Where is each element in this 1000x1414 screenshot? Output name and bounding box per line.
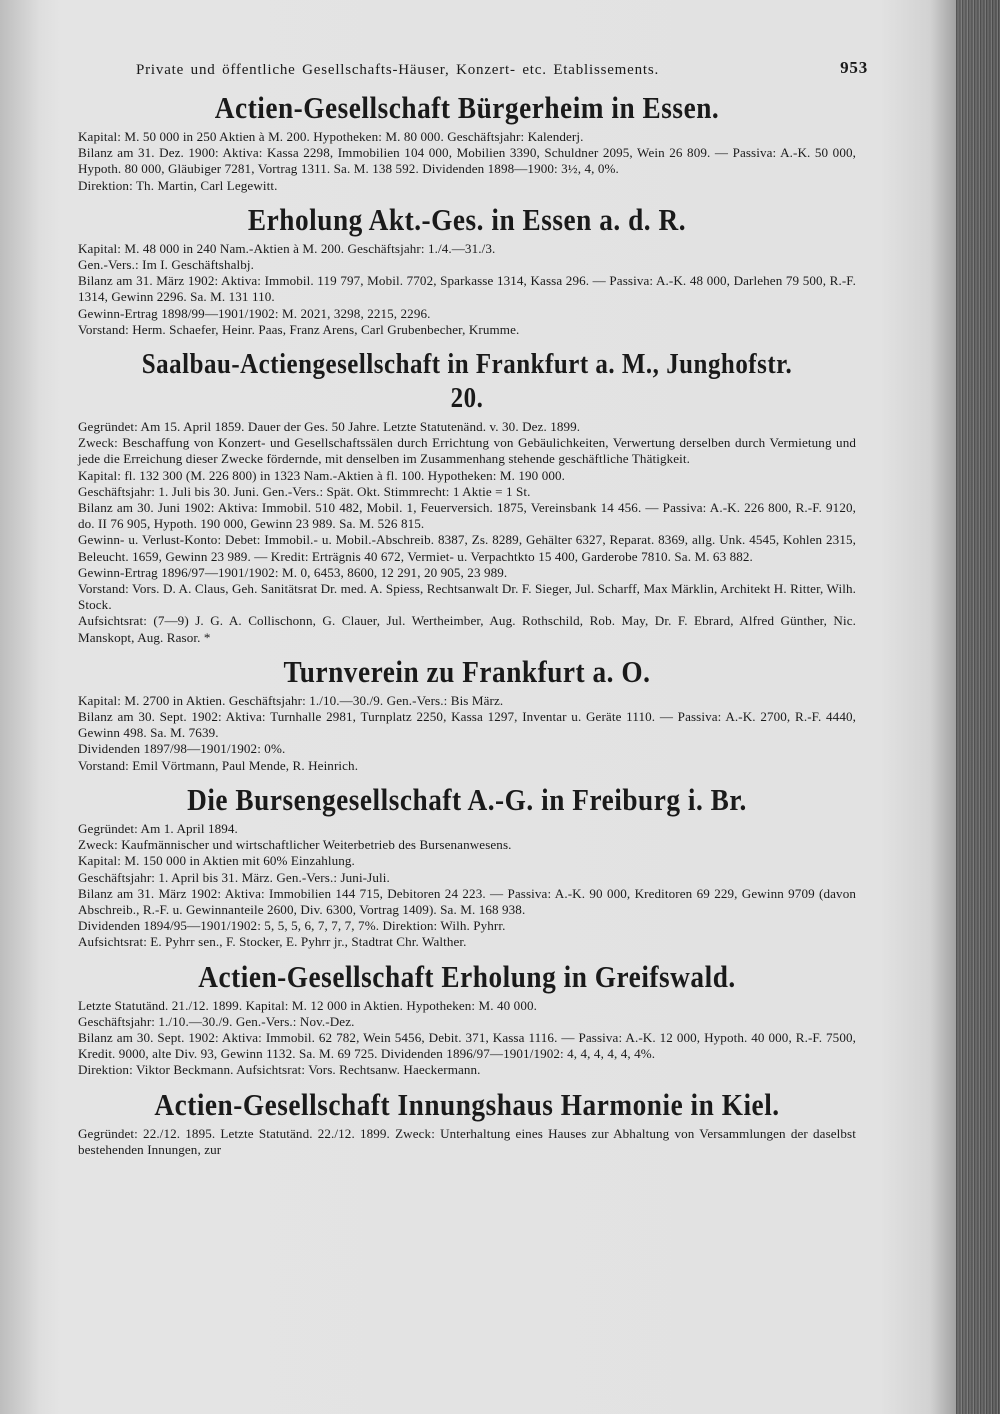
entry-bursengesellschaft-freiburg [78, 783, 856, 951]
entry-line: Geschäftsjahr: 1. Juli bis 30. Juni. Gen.-Vers.: Spät. Okt. Stimmrecht: 1 Aktie = 1 St. [78, 483, 531, 499]
entry-innungshaus-kiel [78, 1088, 856, 1158]
entry-line: Gegründet: Am 15. April 1859. Dauer der Ges. 50 Jahre. Letzte Statutenänd. v. 30. Dez. 1899. [78, 419, 581, 435]
entry-line: Kapital: M. 2700 in Aktien. Geschäftsjahr: 1./10.—30./9. Gen.-Vers.: Bis März. [78, 692, 504, 708]
entry-line: Gewinn-Ertrag 1898/99—1901/1902: M. 2021, 3298, 2215, 2296. [78, 305, 431, 321]
page-number: 953 [840, 58, 868, 77]
entry-line: Gewinn- u. Verlust-Konto: Debet: Immobil.- u. Mobil.-Abschreib. 8387, Zs. 8289, Gehälter 6327, Reparat. 8369, allg. Unk. 4545, Kohlen 2315, Beleucht. 1659, Gewinn 23 989. — Kredit: Erträgnis 40 672, Vermiet- u. Verpachtkto 15 400, Garderobe 7810. Sa. M. 63 882. [78, 532, 856, 564]
entry-saalbau-frankfurt [78, 347, 856, 646]
entry-line: Letzte Statutänd. 21./12. 1899. Kapital: M. 12 000 in Aktien. Hypotheken: M. 40 000. [78, 997, 537, 1013]
entry-line: Vorstand: Herm. Schaefer, Heinr. Paas, Franz Arens, Carl Grubenbecher, Krumme. [78, 321, 520, 337]
entry-line: Kapital: M. 150 000 in Aktien mit 60% Einzahlung. [78, 853, 355, 869]
entry-line: Bilanz am 30. Sept. 1902: Aktiva: Turnhalle 2981, Turnplatz 2250, Kassa 1297, Inventar u. Geräte 1110. — Passiva: A.-K. 2700, R.-F. 4440, Gewinn 498. Sa. M. 7639. [78, 709, 856, 741]
entry-line: Direktion: Th. Martin, Carl Legewitt. [78, 177, 278, 193]
entry-erholung-greifswald [78, 960, 856, 1079]
entry-line: Bilanz am 31. März 1902: Aktiva: Immobilien 144 715, Debitoren 24 223. — Passiva: A.-K. 90 000, Kreditoren 69 229, Gewinn 9709 (davon Abschreib., R.-F. u. Gewinnanteile 2600, Div. 6300, Vortrag 1409). Sa. M. 168 938. [78, 885, 856, 917]
entry-line: Geschäftsjahr: 1. April bis 31. März. Gen.-Vers.: Juni-Juli. [78, 869, 390, 885]
entry-line: Kapital: M. 48 000 in 240 Nam.-Aktien à M. 200. Geschäftsjahr: 1./4.—31./3. [78, 240, 496, 256]
entry-turnverein-frankfurt-oder [78, 655, 856, 774]
entry-line: Bilanz am 31. Dez. 1900: Aktiva: Kassa 2298, Immobilien 104 000, Mobilien 3390, Schuldner 2095, Wein 26 809. — Passiva: A.-K. 50 000, Hypoth. 80 000, Gläubiger 7281, Vortrag 1311. Sa. M. 138 592. Dividenden 1898—1900: 3½, 4, 0%. [78, 145, 856, 177]
entry-line: Zweck: Beschaffung von Konzert- und Gesellschaftssälen durch Errichtung von Gebäulichkeiten, Verwertung derselben durch Vermietung und jede die Erreichung dieser Zwecke fördernde, mit denselben im Zusammenhang stehende geschäftliche Thätigkeit. [78, 435, 856, 467]
entry-line: Bilanz am 31. März 1902: Aktiva: Immobil. 119 797, Mobil. 7702, Sparkasse 1314, Kassa 296. — Passiva: A.-K. 48 000, Darlehen 79 500, R.-F. 1314, Gewinn 2296. Sa. M. 131 110. [78, 273, 856, 305]
entry-line: Direktion: Viktor Beckmann. Aufsichtsrat: Vors. Rechtsanw. Haeckermann. [78, 1062, 481, 1078]
entry-line: Aufsichtsrat: (7—9) J. G. A. Collischonn, G. Clauer, Jul. Wertheimber, Aug. Rothschild, Rob. May, Dr. F. Ebrard, Alfred Günther, Nic. Manskopt, Aug. Rasor. * [78, 613, 856, 645]
entry-line: Vorstand: Emil Vörtmann, Paul Mende, R. Heinrich. [78, 757, 359, 773]
entry-title: Erholung Akt.-Ges. in Essen a. d. R. [247, 201, 687, 237]
entry-line: Gewinn-Ertrag 1896/97—1901/1902: M. 0, 6453, 8600, 12 291, 20 905, 23 989. [78, 564, 508, 580]
entry-erholung-essen [78, 203, 856, 338]
entry-body [78, 419, 856, 646]
entry-line: Aufsichtsrat: E. Pyhrr sen., F. Stocker, E. Pyhrr jr., Stadtrat Chr. Walther. [78, 934, 467, 950]
entry-line: Dividenden 1897/98—1901/1902: 0%. [78, 741, 286, 757]
entry-title: Saalbau-Actiengesellschaft in Frankfurt a. M., Junghofstr. 20. [141, 348, 793, 415]
entry-title: Die Bursengesellschaft A.-G. in Freiburg i. Br. [187, 781, 747, 817]
entry-line: Dividenden 1894/95—1901/1902: 5, 5, 5, 6, 7, 7, 7, 7%. Direktion: Wilh. Pyhrr. [78, 918, 506, 934]
book-spine-edge [956, 0, 1000, 1414]
entry-body [78, 1126, 856, 1158]
entry-buergerheim-essen [78, 91, 856, 194]
entry-line: Bilanz am 30. Sept. 1902: Aktiva: Immobil. 62 782, Wein 5456, Debit. 371, Kassa 1116. — Passiva: A.-K. 12 000, Hypoth. 40 000, R.-F. 7500, Kredit. 9000, alte Div. 93, Gewinn 1132. Sa. M. 69 725. Dividenden 1896/97—1901/1902: 4, 4, 4, 4, 4, 4%. [78, 1029, 856, 1062]
entry-line: Gegründet: Am 1. April 1894. [78, 820, 238, 836]
running-head [78, 56, 868, 82]
running-head-title: Private und öffentliche Gesellschafts-Häuser, Konzert- etc. Etablissements. [136, 62, 660, 78]
entry-line: Gegründet: 22./12. 1895. Letzte Statutänd. 22./12. 1899. Zweck: Unterhaltung eines Hauses zur Abhaltung von Versammlungen der daselbst bestehenden Innungen, zur [78, 1125, 856, 1157]
entry-body [78, 998, 856, 1079]
entry-line: Gen.-Vers.: Im I. Geschäftshalbj. [78, 257, 255, 273]
entry-title: Actien-Gesellschaft Erholung in Greifswald. [198, 958, 736, 994]
entry-body [78, 241, 856, 338]
entry-line: Geschäftsjahr: 1./10.—30./9. Gen.-Vers.: Nov.-Dez. [78, 1013, 355, 1029]
entry-line: Vorstand: Vors. D. A. Claus, Geh. Sanitätsrat Dr. med. A. Spiess, Rechtsanwalt Dr. F. Sieger, Jul. Scharff, Max Märklin, Architekt H. Ritter, Wilh. Stock. [78, 581, 856, 613]
page-content [78, 56, 868, 1158]
entry-body [78, 821, 856, 951]
entry-line: Kapital: M. 50 000 in 250 Aktien à M. 200. Hypotheken: M. 80 000. Geschäftsjahr: Kalenderj. [78, 129, 584, 144]
entry-line: Kapital: fl. 132 300 (M. 226 800) in 1323 Nam.-Aktien à fl. 100. Hypotheken: M. 190 000. [78, 467, 566, 483]
entry-body [78, 129, 856, 194]
entry-title: Actien-Gesellschaft Innungshaus Harmonie in Kiel. [154, 1086, 780, 1122]
entry-body [78, 693, 856, 774]
entry-title: Turnverein zu Frankfurt a. O. [283, 653, 651, 689]
entry-line: Zweck: Kaufmännischer und wirtschaftlicher Weiterbetrieb des Bursenanwesens. [78, 837, 512, 853]
entry-line: Bilanz am 30. Juni 1902: Aktiva: Immobil. 510 482, Mobil. 1, Feuerversich. 1875, Vereinsbank 14 456. — Passiva: A.-K. 226 800, R.-F. 9120, do. II 76 905, Hypoth. 190 000, Gewinn 23 989. Sa. M. 526 815. [78, 500, 856, 532]
entry-title: Actien-Gesellschaft Bürgerheim in Essen. [214, 90, 720, 125]
